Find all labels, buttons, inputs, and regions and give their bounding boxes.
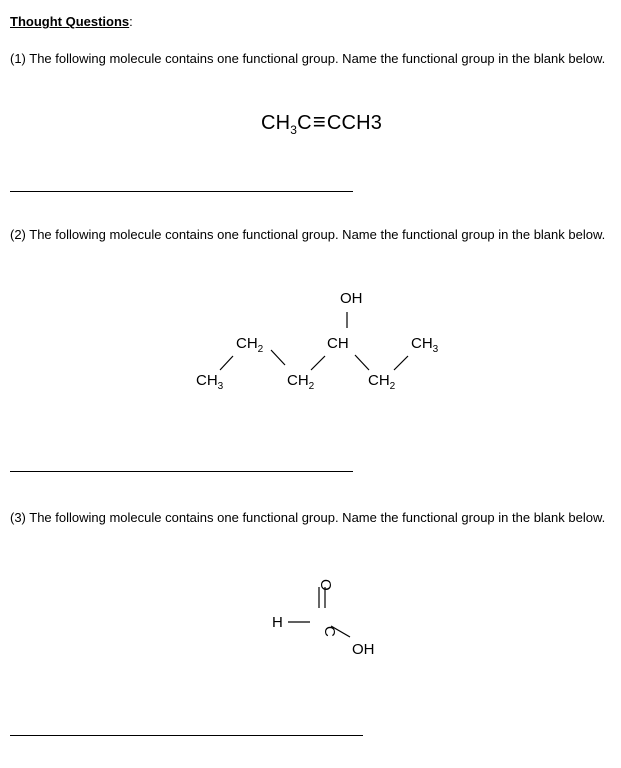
molecule-3-structure xyxy=(260,560,400,670)
mol3-h-label: H xyxy=(272,614,283,631)
mol2-ch2-c: $CH_2$ xyxy=(368,372,396,392)
mol1-cch3: CCH3 xyxy=(326,112,383,134)
mol3-o-label: O xyxy=(317,579,334,591)
heading-title: Thought Questions xyxy=(10,14,130,29)
mol2-bond-1 xyxy=(220,356,233,370)
mol2-oh-label: OH xyxy=(340,290,363,307)
mol2-ch2-a: $CH_2$ xyxy=(236,335,264,355)
mol2-ch3-left: $CH_3$ xyxy=(196,372,224,392)
question-2-prompt: (2) The following molecule contains one functional group. Name the functional group in the blank below. xyxy=(10,227,606,242)
mol2-bond-2 xyxy=(271,350,285,365)
question-3-prompt: (3) The following molecule contains one functional group. Name the functional group in the blank below. xyxy=(10,510,606,525)
mol2-ch-mid: CH xyxy=(327,335,349,352)
mol1-triple-bond: ≡ xyxy=(312,109,326,134)
mol1-sub3: 3 xyxy=(290,123,298,137)
mol2-bond-5 xyxy=(394,356,408,370)
molecule-1-formula xyxy=(261,109,382,137)
mol2-ch3-right: $CH_3$ xyxy=(411,335,439,355)
answer-blank-2[interactable] xyxy=(10,471,353,472)
mol2-ch2-b: $CH_2$ xyxy=(287,372,315,392)
answer-blank-1[interactable] xyxy=(10,191,353,192)
question-1-prompt: (1) The following molecule contains one functional group. Name the functional group in the blank below. xyxy=(10,51,606,66)
mol1-ch: CH xyxy=(261,112,291,134)
heading-colon: : xyxy=(129,14,133,29)
section-heading xyxy=(10,14,133,29)
answer-blank-3[interactable] xyxy=(10,735,363,736)
mol3-oh-label: OH xyxy=(352,641,375,658)
molecule-2-structure xyxy=(180,280,480,410)
mol3-c-label: C xyxy=(321,626,338,637)
mol2-bond-3 xyxy=(311,356,325,370)
mol2-bond-4 xyxy=(355,355,369,370)
mol1-c: C xyxy=(297,112,312,134)
